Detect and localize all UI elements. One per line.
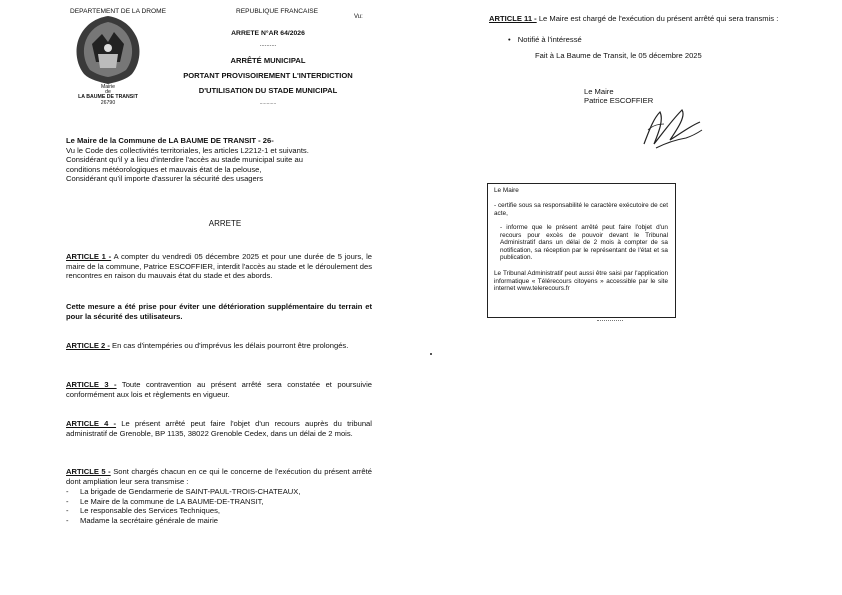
list-item: - Le Maire de la commune de LA BAUME-DE-TRANSIT, (66, 497, 372, 507)
notice-heading: Le Maire (494, 187, 519, 194)
seal-line-2: de (105, 89, 111, 95)
article-11-text: Le Maire est chargé de l'exécution du présent arrêté qui sera transmis : (538, 14, 779, 23)
seal-line-4: 26790 (100, 100, 116, 106)
republic-label: REPUBLIQUE FRANCAISE (236, 8, 319, 15)
title-separator-2: ............ (259, 100, 277, 106)
preamble-line-vu: Vu le Code des collectivités territoriales, les articles L2212-1 et suivants. (66, 145, 309, 155)
article-3-text: Toute contravention au présent arrêté sera constatée et poursuivie conformément aux lois et règlements en vigueur. (66, 380, 372, 399)
corner-mark: Vu: (354, 14, 363, 20)
article-1-text: A compter du vendredi 05 décembre 2025 et pour une durée de 5 jours, le maire de la commune, Patrice ESCOFFIER, interdit l'accès au stade et le déroulement des rencontres en raison du mauvais état du stade et des abords. (66, 252, 372, 281)
seal-line-3: LA BAUME DE TRANSIT (78, 94, 138, 100)
article-11-label: ARTICLE 11 - (489, 14, 537, 23)
place-date: Fait à La Baume de Transit, le 05 décembre 2025 (535, 51, 702, 60)
preamble (66, 136, 372, 184)
article-1-label: ARTICLE 1 - (66, 252, 112, 261)
subtitle-arrete-municipal: ARRÊTÉ MUNICIPAL (230, 56, 306, 65)
article-1 (66, 252, 372, 281)
article-11-bullet (508, 35, 582, 45)
mairie-seal (68, 14, 148, 106)
article-3 (66, 380, 372, 399)
notice-line-informe: - informe que le présent arrêté peut faire l'objet d'un recours pour excès de pouvoir devant le Tribunal Administratif dans un délai de 2 mois à compter de sa notification, sa réception par le représentant de l'état et sa publication. (500, 224, 668, 262)
mayor-title: Le Maire (584, 87, 614, 96)
preamble-line-considerant-1: Considérant qu'il y a lieu d'interdire l'accès au stade municipal suite au (66, 155, 303, 165)
notice-line-certifie: - certifie sous sa responsabilité le caractère exécutoire de cet acte, (494, 202, 668, 217)
signature-scribble-icon (638, 100, 706, 160)
mayor-signature (638, 100, 706, 160)
article-4-text: Le présent arrêté peut faire l'objet d'un recours auprès du tribunal administratif de Grenoble, BP 1135, 38022 Grenoble Cedex, dans un délai de 2 mois. (66, 419, 372, 438)
measure-text: Cette mesure a été prise pour éviter une détérioration supplémentaire du terrain et pour la sécurité des utilisateurs. (66, 302, 372, 321)
article-2-text: En cas d'intempéries ou d'imprévus les délais pourront être prolongés. (112, 341, 349, 350)
article-4 (66, 419, 372, 438)
article-11-bullet-text: Notifié à l'intéressé (517, 35, 582, 44)
notice-footer-dots (597, 320, 623, 321)
preamble-line-conditions: conditions météorologiques et mauvais état de la pelouse, (66, 164, 262, 174)
article-2 (66, 341, 372, 351)
list-item: - La brigade de Gendarmerie de SAINT-PAUL-TROIS-CHATEAUX, (66, 487, 372, 497)
executory-notice-box (487, 183, 676, 318)
list-item: - Le responsable des Services Techniques, (66, 506, 372, 516)
article-3-label: ARTICLE 3 - (66, 380, 117, 389)
mayor-name: Patrice ESCOFFIER (584, 96, 654, 105)
article-5 (66, 467, 372, 486)
article-5-label: ARTICLE 5 - (66, 467, 111, 476)
scan-speck (430, 353, 432, 355)
notice-line-tribunal: Le Tribunal Administratif peut aussi être saisi par l'application informatique « Télérecours citoyens » accessible par le site internet www.telerecours.fr (494, 270, 668, 293)
department-label: DEPARTEMENT DE LA DROME (70, 8, 166, 15)
seal-line-1: Mairie (100, 84, 116, 90)
article-2-label: ARTICLE 2 - (66, 341, 110, 350)
subtitle-interdiction: PORTANT PROVISOIREMENT L'INTERDICTION (183, 71, 353, 80)
list-item: - Madame la secrétaire générale de mairie (66, 516, 372, 526)
bullet-icon: • (508, 35, 511, 44)
article-5-recipient-list (66, 487, 372, 525)
preamble-line-considerant-2: Considérant qu'il importe d'assurer la sécurité des usagers (66, 174, 264, 184)
article-4-label: ARTICLE 4 - (66, 419, 117, 428)
subtitle-stade: D'UTILISATION DU STADE MUNICIPAL (198, 86, 338, 95)
arrete-number: ARRETE N°AR 64/2026 (231, 30, 305, 37)
article-11 (489, 14, 789, 24)
title-separator: .......... (259, 42, 277, 48)
arrete-heading: ARRETE (208, 219, 242, 228)
preamble-line-mayor: Le Maire de la Commune de LA BAUME DE TRANSIT - 26- (66, 136, 274, 145)
article-5-text: Sont chargés chacun en ce qui le concerne de l'exécution du présent arrêté dont ampliation leur sera transmise : (66, 467, 372, 486)
